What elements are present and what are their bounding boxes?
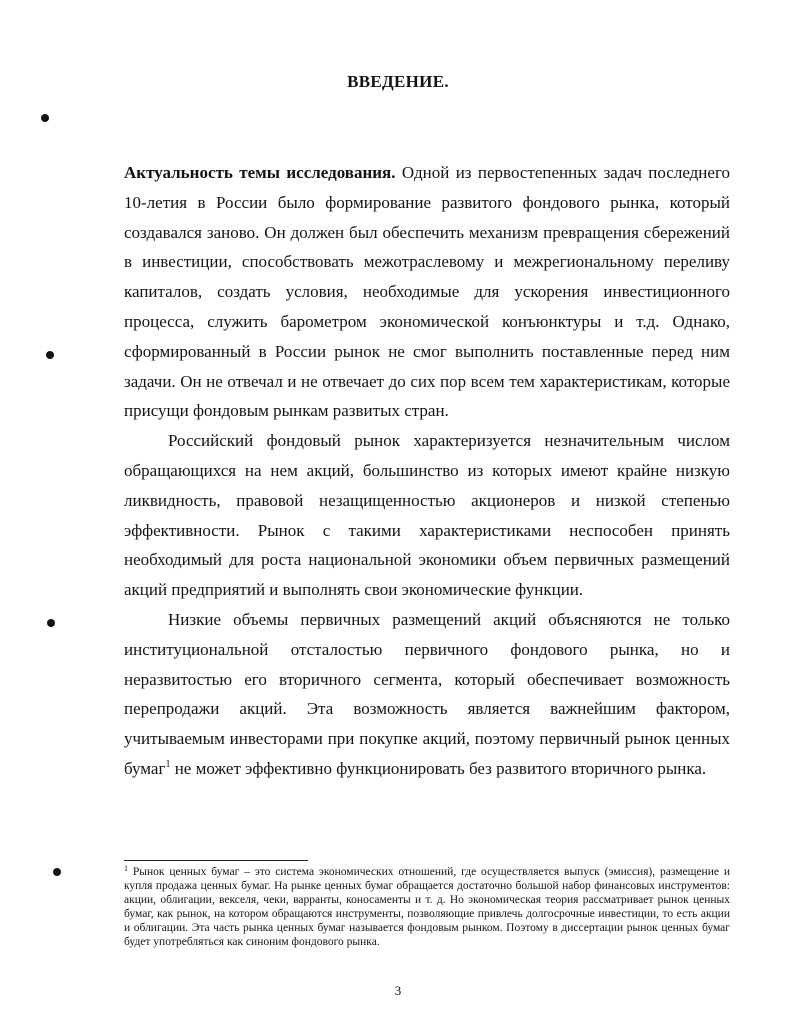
footnote-reference[interactable]: 1 (165, 758, 171, 770)
paragraph-market-characteristics: Российский фондовый рынок характеризуется незначительным числом обращающихся на нем акций, большинство из которых имеют крайне низкую ликвидность, правовой незащищенностью акционеров и низкой степенью эффективности. Рынок с такими характеристиками неспособен принять необходимый для роста национальной экономики объем первичных размещений акций предприятий и выполнять свои экономические функции. (124, 431, 730, 600)
paragraph-text: не может эффективно функционировать без развитого вторичного рынка. (170, 758, 707, 778)
main-text (124, 158, 730, 784)
footnote-text: Рынок ценных бумаг – это система экономических отношений, где осуществляется выпуск (эмиссия), размещение и купля продажа ценных бумаг. На рынке ценных бумаг обращается достаточно большой набор финансовых инструментов: акции, облигации, векселя, чеки, варранты, коносаменты и т. д. Но экономическая теория рассматривает рынок ценных бумаг, как рынок, на котором обращаются инструменты, позволяющие привлечь долгосрочные инвестиции, то есть акции и облигации. Эта часть рынка ценных бумаг называется фондовым рынком. Поэтому в диссертации рынок ценных бумаг будет употребляться как синоним фондового рынка. (124, 866, 730, 948)
punch-hole-mark (47, 619, 55, 627)
paragraph-text: Низкие объемы первичных размещений акций объясняются не только институциональной отсталостью первичного фондового рынка, но и неразвитостью его вторичного сегмента, который обеспечивает возможность перепродажи акций. Эта возможность является важнейшим фактором, учитываемым инвесторами при покупке акций, поэтому первичный рынок ценных бумаг (124, 609, 730, 778)
page-title: ВВЕДЕНИЕ. (347, 72, 449, 91)
paragraph-lead: Актуальность темы исследования. (124, 163, 396, 182)
paragraph-text: Одной из первостепенных задач последнего 10-летия в России было формирование развитого фондового рынка, который создавался заново. Он должен был обеспечить механизм превращения сбережений в инвестиции, способствовать межотраслевому и межрегиональному переливу капиталов, создать условия, необходимые для ускорения инвестиционного процесса, служить барометром экономической конъюнктуры и т.д. Однако, сформированный в России рынок не смог выполнить поставленные перед ним задачи. Он не отвечал и не отвечает до сих пор всем тем характеристикам, которые присущи фондовым рынкам развитых стран. (124, 163, 730, 421)
footnote (124, 866, 730, 949)
page-number: 3 (394, 983, 402, 998)
punch-hole-mark (41, 114, 49, 122)
footnote-marker: 1 (124, 864, 128, 873)
footnote-divider (124, 860, 308, 861)
punch-hole-mark (53, 868, 61, 876)
paragraph-relevance (124, 158, 730, 426)
paragraph-primary-offerings (124, 605, 730, 784)
punch-hole-mark (46, 351, 54, 359)
